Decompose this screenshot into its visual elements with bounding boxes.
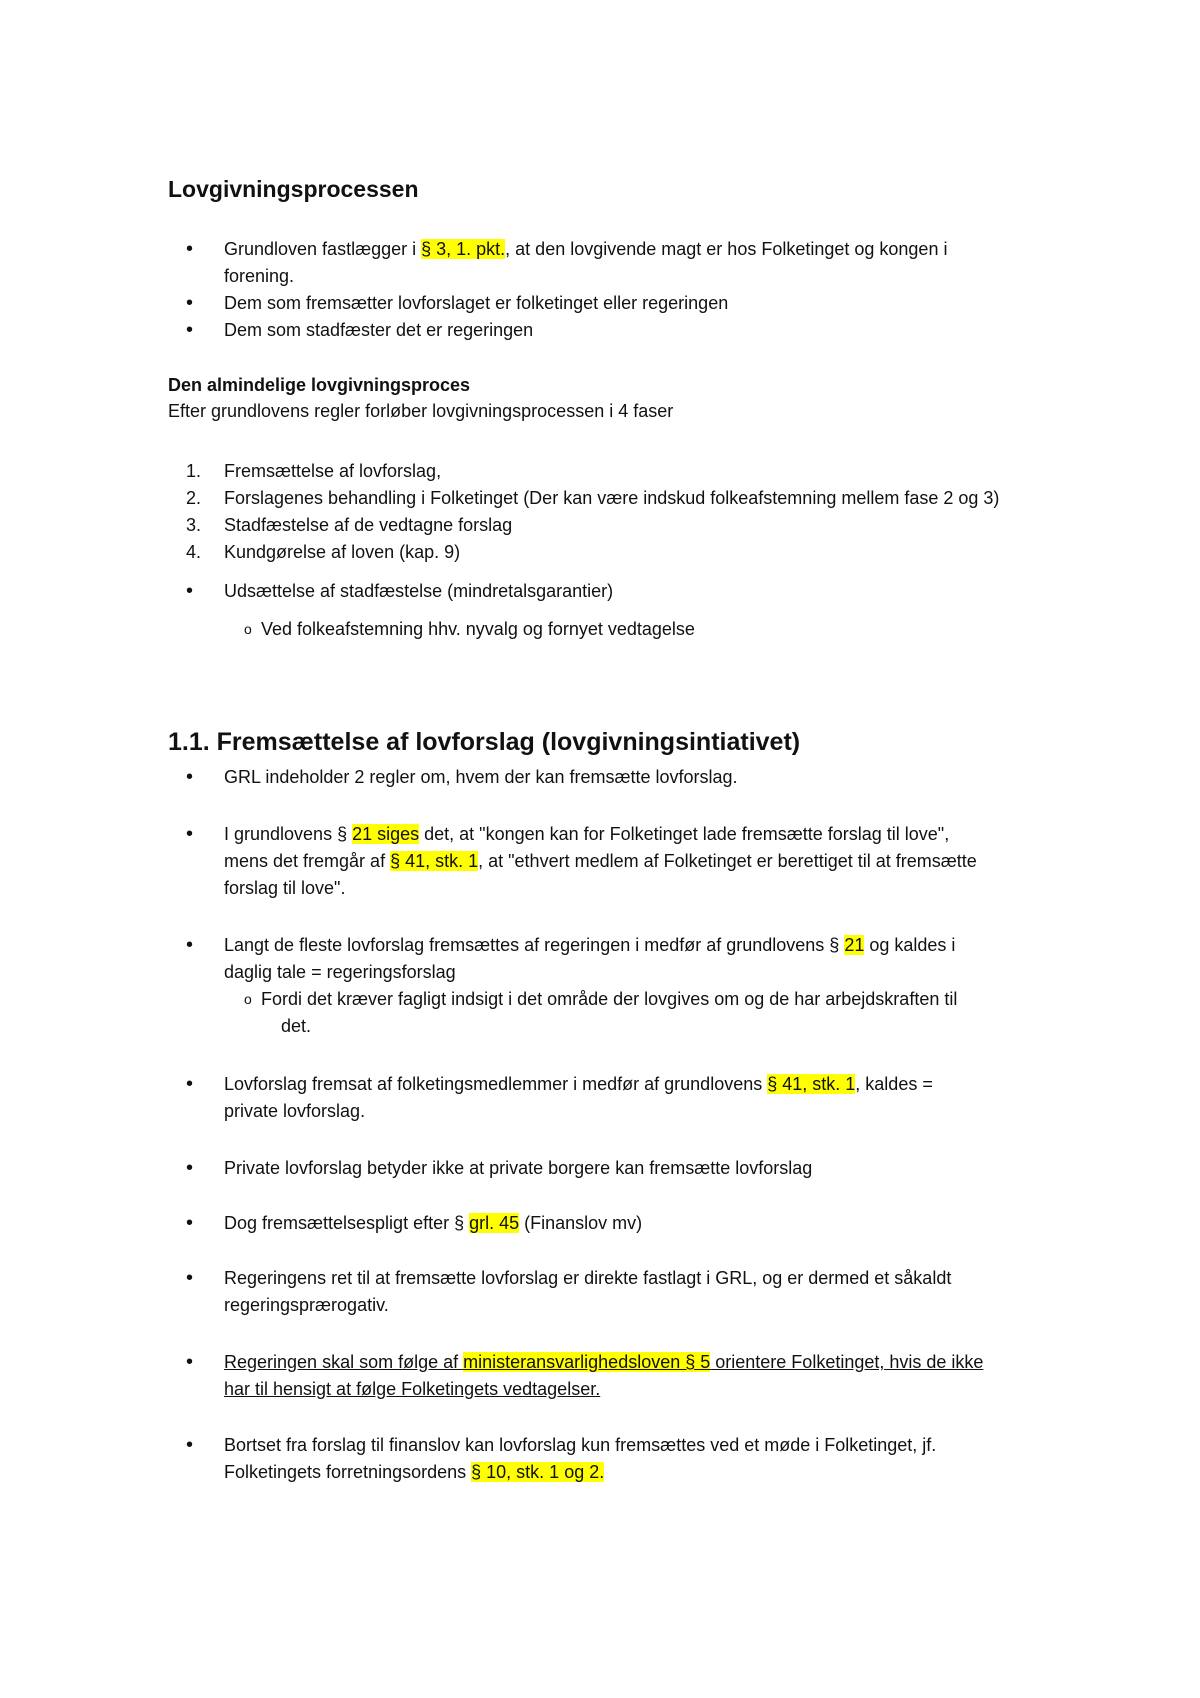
bullet-marker: • (186, 1434, 194, 1456)
highlight: 21 (844, 935, 865, 955)
circle-marker: o (244, 991, 252, 1007)
text: det. (281, 1016, 312, 1036)
number-marker: 1. (186, 461, 202, 481)
subsection-title: Den almindelige lovgivningsproces (168, 375, 471, 395)
text: Dem som stadfæster det er regeringen (224, 320, 534, 340)
highlight: § 3, 1. pkt. (421, 239, 506, 259)
text: forslag til love". (224, 878, 346, 898)
text: Stadfæstelse af de vedtagne forslag (224, 515, 513, 535)
text: GRL indeholder 2 regler om, hvem der kan fremsætte lovforslag. (224, 767, 738, 787)
highlight: grl. 45 (469, 1213, 520, 1233)
highlight: § 41, stk. 1 (390, 851, 479, 871)
bullet-marker: • (186, 238, 194, 260)
text: , at den lovgivende magt er hos Folketinget og kongen i (505, 239, 948, 259)
text: orientere Folketinget, hvis de ikke (710, 1352, 984, 1372)
page-title: Lovgivningsprocessen (168, 176, 419, 202)
text: Dem som fremsætter lovforslaget er folketinget eller regeringen (224, 293, 729, 313)
text: mens det fremgår af (224, 851, 391, 871)
circle-marker: o (244, 621, 252, 637)
text: Fordi det kræver fagligt indsigt i det område der lovgives om og de har arbejdskraften til (261, 989, 958, 1009)
text: Forslagenes behandling i Folketinget (Der kan være indskud folkeafstemning mellem fase 2 og 3) (224, 488, 1000, 508)
bullet-marker: • (186, 1267, 194, 1289)
text: Bortset fra forslag til finanslov kan lovforslag kun fremsættes ved et møde i Folketinget, jf. (224, 1435, 937, 1455)
text: Lovforslag fremsat af folketingsmedlemmer i medfør af grundlovens (224, 1074, 768, 1094)
text: forening. (224, 266, 295, 286)
bullet-marker: • (186, 292, 194, 314)
text: Langt de fleste lovforslag fremsættes af regeringen i medfør af grundlovens § (224, 935, 845, 955)
text: Regeringens ret til at fremsætte lovforslag er direkte fastlagt i GRL, og er dermed et såkaldt (224, 1268, 952, 1288)
highlight: § 41, stk. 1 (767, 1074, 856, 1094)
number-marker: 4. (186, 542, 202, 562)
highlight: 21 siges (352, 824, 420, 844)
highlight: ministeransvarlighedsloven § 5 (463, 1352, 711, 1372)
bullet-marker: • (186, 823, 194, 845)
section-heading: 1.1. Fremsættelse af lovforslag (lovgivningsintiativet) (168, 728, 801, 756)
text: det, at "kongen kan for Folketinget lade fremsætte forslag til love", (419, 824, 950, 844)
text: Ved folkeafstemning hhv. nyvalg og fornyet vedtagelse (261, 619, 695, 639)
text: (Finanslov mv) (519, 1213, 643, 1233)
bullet-marker: • (186, 319, 194, 341)
text: Fremsættelse af lovforslag, (224, 461, 442, 481)
highlight: § 10, stk. 1 og 2. (471, 1462, 605, 1482)
text: regeringsprærogativ. (224, 1295, 389, 1315)
text: I grundlovens § (224, 824, 353, 844)
text: Folketingets forretningsordens (224, 1462, 472, 1482)
text: Udsættelse af stadfæstelse (mindretalsgarantier) (224, 581, 614, 601)
text: Grundloven fastlægger i (224, 239, 422, 259)
text: Kundgørelse af loven (kap. 9) (224, 542, 461, 562)
text: har til hensigt at følge Folketingets vedtagelser. (224, 1379, 601, 1399)
text: daglig tale = regeringsforslag (224, 962, 456, 982)
number-marker: 2. (186, 488, 202, 508)
bullet-marker: • (186, 766, 194, 788)
bullet-marker: • (186, 1212, 194, 1234)
bullet-marker: • (186, 1073, 194, 1095)
text: private lovforslag. (224, 1101, 366, 1121)
number-marker: 3. (186, 515, 202, 535)
bullet-marker: • (186, 1157, 194, 1179)
text: , at "ethvert medlem af Folketinget er berettiget til at fremsætte (478, 851, 977, 871)
paragraph: Efter grundlovens regler forløber lovgivningsprocessen i 4 faser (168, 401, 674, 421)
text: og kaldes i (864, 935, 956, 955)
text: Dog fremsættelsespligt efter § (224, 1213, 470, 1233)
text: Regeringen skal som følge af (224, 1352, 464, 1372)
text: , kaldes = (855, 1074, 933, 1094)
bullet-marker: • (186, 934, 194, 956)
text: Private lovforslag betyder ikke at private borgere kan fremsætte lovforslag (224, 1158, 813, 1178)
bullet-marker: • (186, 1351, 194, 1373)
bullet-marker: • (186, 580, 194, 602)
